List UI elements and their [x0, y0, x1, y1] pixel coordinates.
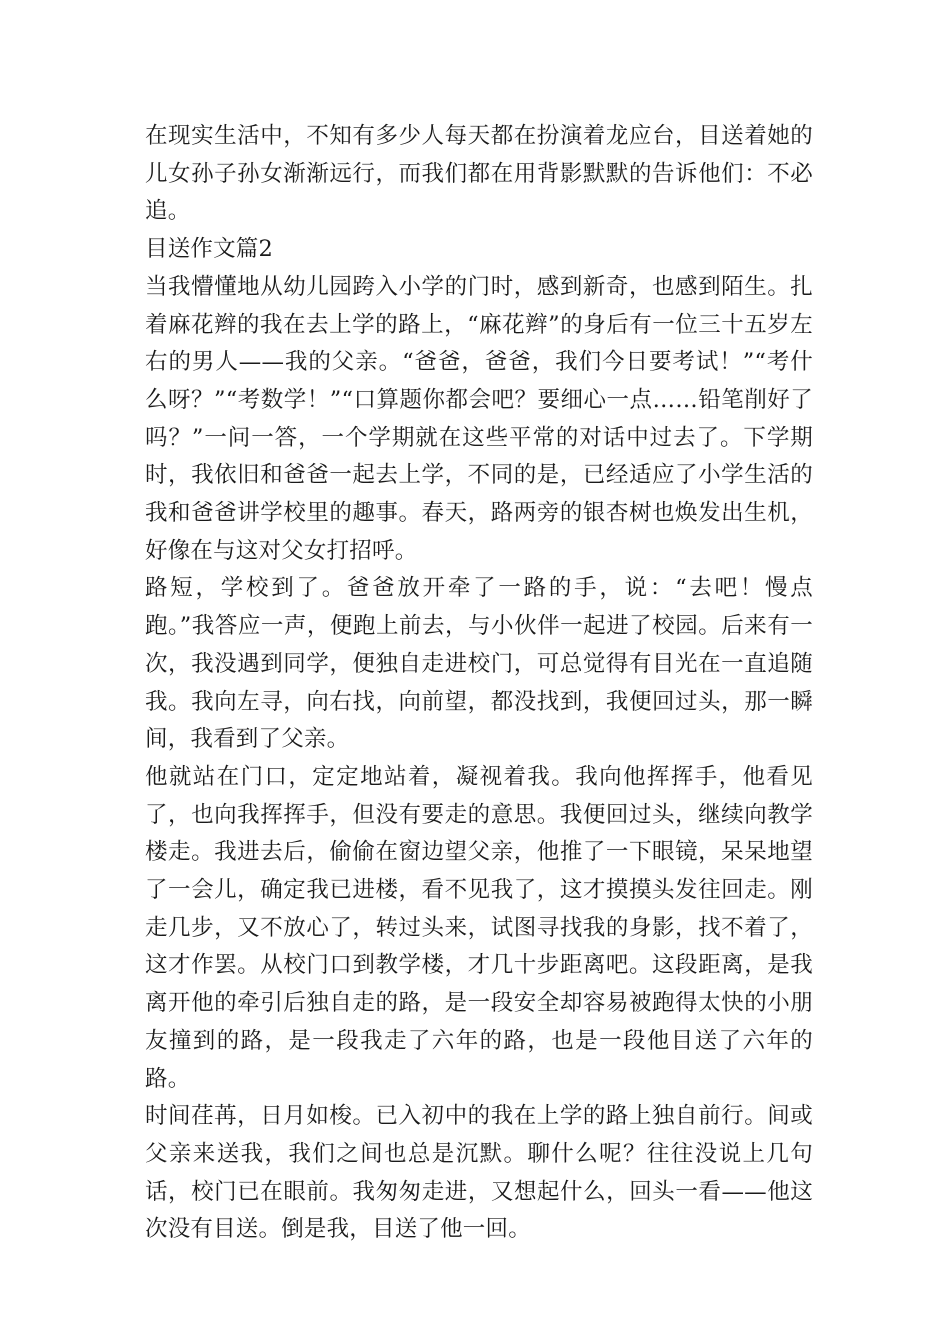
document-body: [145, 118, 813, 1249]
paragraph-first-day: 当我懵懂地从幼儿园跨入小学的门时，感到新奇，也感到陌生。扎着麻花辫的我在去上学的路上，“麻花辫”的身后有一位三十五岁左右的男人——我的父亲。“爸爸，爸爸，我们今日要考试！”“考什么呀？”“考数学！”“口算题你都会吧？要细心一点……铅笔削好了吗？”一问一答，一个学期就在这些平常的对话中过去了。下学期时，我依旧和爸爸一起去上学，不同的是，已经适应了小学生活的我和爸爸讲学校里的趣事。春天，路两旁的银杏树也焕发出生机，好像在与这对父女打招呼。: [145, 273, 813, 564]
paragraph-intro: 在现实生活中，不知有多少人每天都在扮演着龙应台，目送着她的儿女孙子孙女渐渐远行，而我们都在用背影默默的告诉他们：不必追。: [145, 123, 813, 225]
section-heading: 目送作文篇2: [145, 236, 274, 263]
paragraph-father-watching: 他就站在门口，定定地站着，凝视着我。我向他挥挥手，他看见了，也向我挥挥手，但没有要走的意思。我便回过头，继续向教学楼走。我进去后，偷偷在窗边望父亲，他推了一下眼镜，呆呆地望了一会儿，确定我已进楼，看不见我了，这才摸摸头发往回走。刚走几步，又不放心了，转过头来，试图寻找我的身影，找不着了，这才作罢。从校门口到教学楼，才几十步距离吧。这段距离，是我离开他的牵引后独自走的路，是一段安全却容易被跑得太快的小朋友撞到的路，是一段我走了六年的路，也是一段他目送了六年的路。: [145, 763, 813, 1092]
paragraph-school-gate: 路短，学校到了。爸爸放开牵了一路的手，说：“去吧！慢点跑。”我答应一声，便跑上前去，与小伙伴一起进了校园。后来有一次，我没遇到同学，便独自走进校门，可总觉得有目光在一直追随我。我向左寻，向右找，向前望，都没找到，我便回过头，那一瞬间，我看到了父亲。: [145, 575, 813, 753]
paragraph-middle-school: 时间荏苒，日月如梭。已入初中的我在上学的路上独自前行。间或父亲来送我，我们之间也总是沉默。聊什么呢？往往没说上几句话，校门已在眼前。我匆匆走进，又想起什么，回头一看——他这次没有目送。倒是我，目送了他一回。: [145, 1103, 813, 1243]
